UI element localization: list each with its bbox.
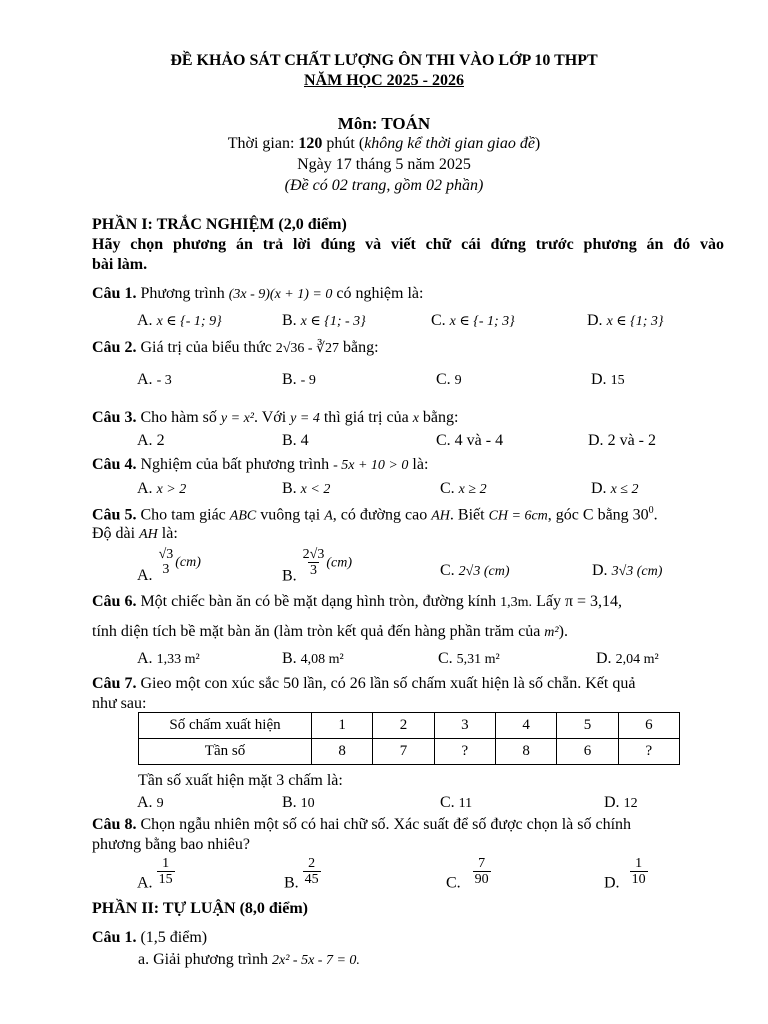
table-cell: 5 (557, 713, 618, 739)
q3-option-b[interactable]: B. 4 (282, 432, 309, 449)
question-1: Câu 1. Phương trình (3x - 9)(x + 1) = 0 có nghiệm là: (92, 285, 424, 302)
question-7-line2: như sau: (92, 695, 147, 712)
q4-option-b[interactable]: B. x < 2 (282, 480, 331, 497)
question-7-sub: Tần số xuất hiện mặt 3 chấm là: (138, 772, 343, 789)
part2-title: PHẦN II: TỰ LUẬN (8,0 điểm) (92, 900, 308, 917)
q2-option-c[interactable]: C. 9 (436, 371, 462, 388)
q7-option-c[interactable]: C. 11 (440, 794, 473, 811)
question-8-line2: phương bằng bao nhiêu? (92, 836, 250, 853)
q8-option-a[interactable]: A. $\frac{1}{15}$ (137, 856, 173, 892)
q7-option-a[interactable]: A. 9 (137, 794, 164, 811)
frequency-table (138, 712, 680, 765)
q8-option-d[interactable]: D. $\frac{1}{10}$ (604, 856, 646, 892)
question-5-line2: Độ dài AH là: (92, 525, 178, 542)
table-cell: 4 (495, 713, 556, 739)
table-cell: 8 (495, 739, 556, 765)
q5-option-b[interactable]: B. $\frac{2√3}{3}$ (cm) (282, 547, 353, 585)
question-6: Câu 6. Một chiếc bàn ăn có bề mặt dạng hình tròn, đường kính 1,3m. Lấy π = 3,14, (92, 593, 623, 610)
q3-option-d[interactable]: D. 2 và - 2 (588, 432, 656, 449)
table-row (139, 713, 680, 739)
part1-title: PHẦN I: TRẮC NGHIỆM (2,0 điểm) (92, 216, 347, 233)
table-cell: ? (618, 739, 679, 765)
exam-title: ĐỀ KHẢO SÁT CHẤT LƯỢNG ÔN THI VÀO LỚP 10 THPT (170, 52, 598, 69)
q6-option-c[interactable]: C. 5,31 m² (438, 650, 500, 667)
q2-option-a[interactable]: A. - 3 (137, 371, 172, 388)
table-cell: 3 (434, 713, 495, 739)
q8-option-b[interactable]: B. $\frac{2}{45}$ (284, 856, 319, 892)
school-year: NĂM HỌC 2025 - 2026 (304, 72, 464, 89)
q2-option-b[interactable]: B. - 9 (282, 371, 316, 388)
table-header-cell: Số chấm xuất hiện (139, 713, 312, 739)
q1-option-b[interactable]: B. x ∈ {1; - 3} (282, 312, 366, 329)
question-5: Câu 5. Cho tam giác ABC vuông tại A, có đường cao AH. Biết CH = 6cm, góc C bằng $30^0$. (92, 505, 658, 524)
question-7: Câu 7. Gieo một con xúc sắc 50 lần, có 26 lần số chấm xuất hiện là số chẵn. Kết quả (92, 675, 636, 692)
q7-option-b[interactable]: B. 10 (282, 794, 315, 811)
question-3: Câu 3. Cho hàm số y = x². Với y = 4 thì giá trị của x bằng: (92, 409, 459, 426)
question-6-line2: tính diện tích bề mặt bàn ăn (làm tròn kết quả đến hàng phần trăm của m²). (92, 623, 568, 640)
q5-option-c[interactable]: C. 2√3 (cm) (440, 562, 510, 579)
part2-question-1a: a. Giải phương trình 2x² - 5x - 7 = 0. (138, 951, 360, 968)
table-cell: 6 (557, 739, 618, 765)
q8-option-c[interactable]: C. $\frac{7}{90}$ (446, 856, 489, 892)
subject-title: Môn: TOÁN (337, 114, 431, 133)
table-cell: 6 (618, 713, 679, 739)
q7-option-d[interactable]: D. 12 (604, 794, 638, 811)
q1-option-a[interactable]: A. x ∈ {- 1; 9} (137, 312, 222, 329)
q4-option-c[interactable]: C. x ≥ 2 (440, 480, 487, 497)
question-4: Câu 4. Nghiệm của bất phương trình - 5x + 10 > 0 là: (92, 456, 429, 473)
q5-option-a[interactable]: A. √3 3 (cm) (137, 547, 201, 585)
table-cell: 8 (312, 739, 373, 765)
q2-option-d[interactable]: D. 15 (591, 371, 625, 388)
q4-option-a[interactable]: A. x > 2 (137, 480, 187, 497)
q1-option-d[interactable]: D. x ∈ {1; 3} (587, 312, 664, 329)
table-cell: 2 (373, 713, 434, 739)
q5-option-d[interactable]: D. 3√3 (cm) (592, 562, 663, 579)
question-2: Câu 2. Giá trị của biểu thức 2√36 - ∛27 bằng: (92, 339, 379, 356)
part2-question-1: Câu 1. (1,5 điểm) (92, 929, 208, 946)
q3-option-c[interactable]: C. 4 và - 4 (436, 432, 504, 449)
part1-instruction-line1: Hãy chọn phương án trả lời đúng và viết chữ cái đứng trước phương án đó vào (92, 236, 724, 253)
time-line: Thời gian: 120 phút (không kể thời gian giao đề) (227, 135, 541, 152)
q3-option-a[interactable]: A. 2 (137, 432, 165, 449)
table-cell: ? (434, 739, 495, 765)
table-row (139, 739, 680, 765)
pages-note: (Đề có 02 trang, gồm 02 phần) (284, 177, 484, 194)
table-cell: 1 (312, 713, 373, 739)
q1-option-c[interactable]: C. x ∈ {- 1; 3} (431, 312, 515, 329)
table-cell: 7 (373, 739, 434, 765)
exam-date: Ngày 17 tháng 5 năm 2025 (297, 156, 471, 173)
table-header-cell: Tần số (139, 739, 312, 765)
part1-instruction-line2: bài làm. (92, 256, 148, 273)
q6-option-d[interactable]: D. 2,04 m² (596, 650, 659, 667)
q6-option-a[interactable]: A. 1,33 m² (137, 650, 200, 667)
question-8: Câu 8. Chọn ngẫu nhiên một số có hai chữ số. Xác suất để số được chọn là số chính (92, 816, 632, 833)
q6-option-b[interactable]: B. 4,08 m² (282, 650, 344, 667)
q4-option-d[interactable]: D. x ≤ 2 (591, 480, 639, 497)
